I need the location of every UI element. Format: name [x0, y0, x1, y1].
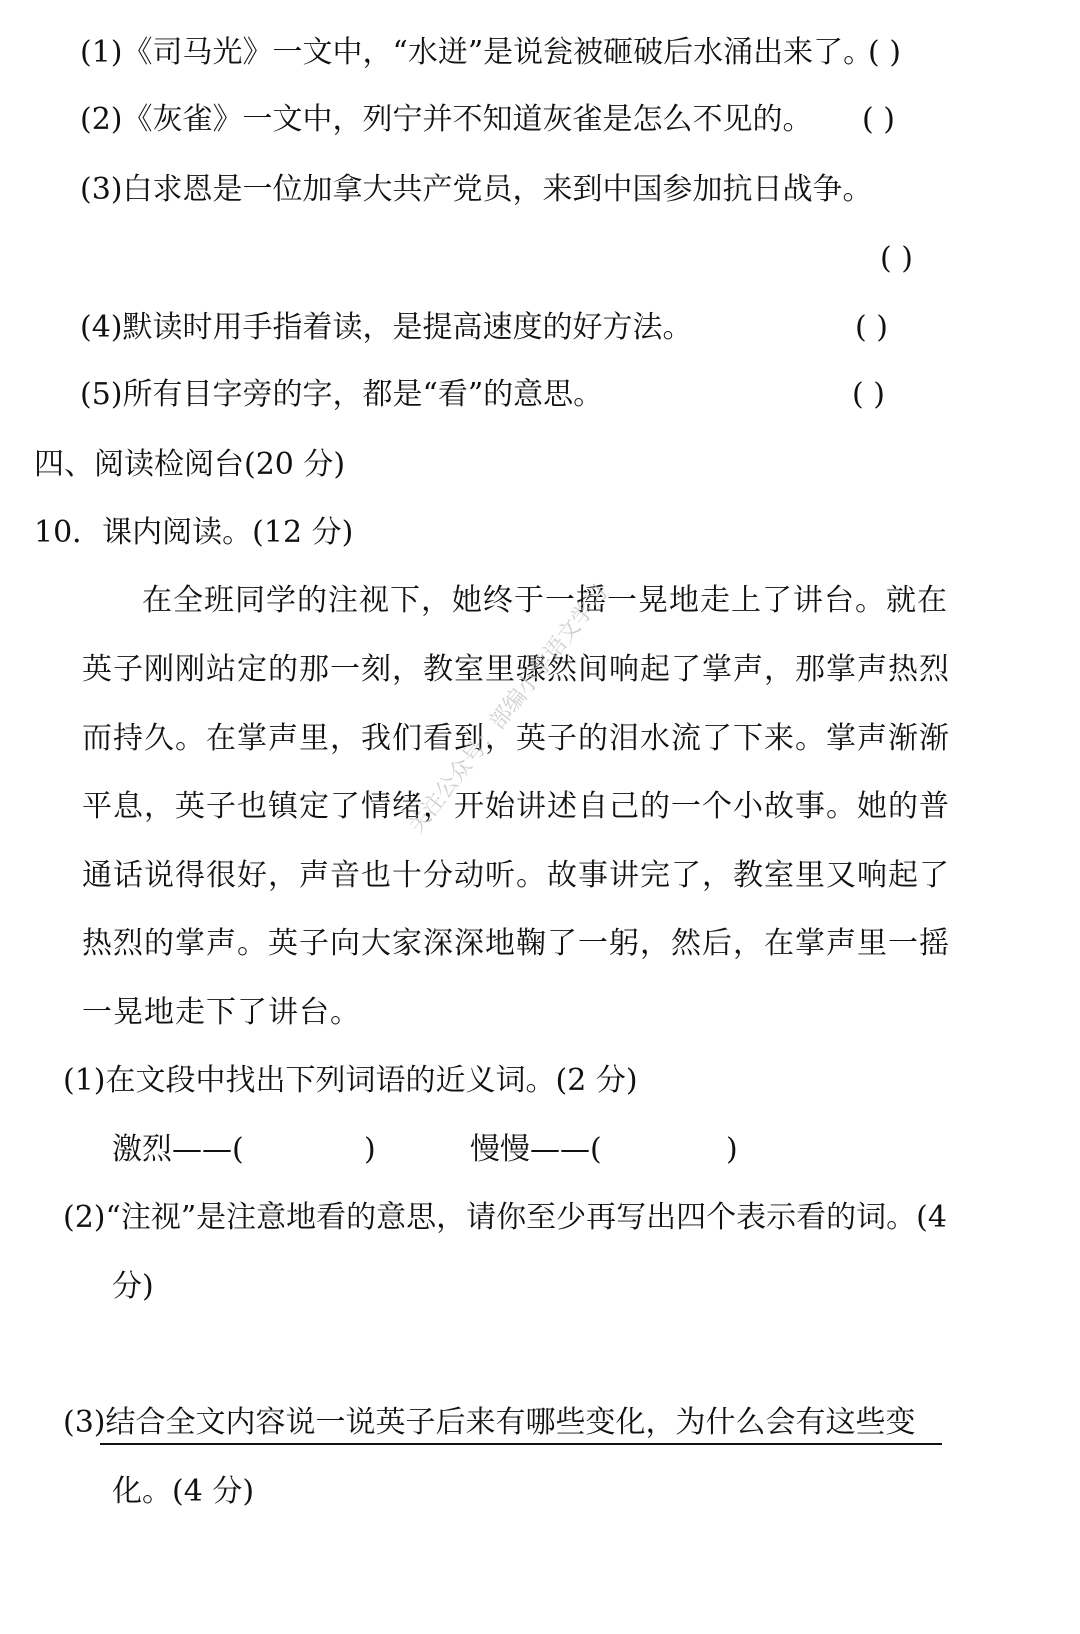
answer-paren-1[interactable]: ( )	[868, 35, 901, 70]
subquestion-3-prompt: (3)结合全文内容说一说英子后来有哪些变化，为什么会有这些变	[63, 1405, 916, 1440]
passage-line-1: 在全班同学的注视下，她终于一摇一晃地走上了讲台。就在	[142, 583, 948, 618]
judgement-item-1: (1)《司马光》一文中，“水迸”是说瓮被砸破后水涌出来了。	[80, 35, 874, 70]
answer-line[interactable]	[100, 1443, 942, 1445]
passage-line-3: 而持久。在掌声里，我们看到，英子的泪水流了下来。掌声渐渐	[82, 721, 950, 756]
judgement-item-2: (2)《灰雀》一文中，列宁并不知道灰雀是怎么不见的。	[80, 102, 813, 137]
judgement-item-3: (3)白求恩是一位加拿大共产党员，来到中国参加抗日战争。	[80, 172, 873, 207]
synonym-answer-2-close[interactable]: )	[726, 1132, 738, 1167]
answer-paren-4[interactable]: ( )	[855, 310, 888, 345]
judgement-item-5: (5)所有目字旁的字，都是“看”的意思。	[80, 377, 604, 412]
question-10-title: 10．课内阅读。(12 分)	[34, 515, 354, 550]
synonym-word-1: 激烈——(	[112, 1132, 244, 1167]
subquestion-3-prompt-cont: 化。(4 分)	[112, 1474, 255, 1509]
judgement-item-4: (4)默读时用手指着读，是提高速度的好方法。	[80, 310, 693, 345]
subquestion-2-prompt-cont: 分)	[112, 1269, 154, 1304]
section-title: 四、阅读检阅台(20 分)	[34, 447, 346, 482]
passage-line-6: 热烈的掌声。英子向大家深深地鞠了一躬，然后，在掌声里一摇	[82, 926, 950, 961]
synonym-word-2: 慢慢——(	[470, 1132, 602, 1167]
passage-line-2: 英子刚刚站定的那一刻，教室里骤然间响起了掌声，那掌声热烈	[82, 652, 950, 687]
passage-line-7: 一晃地走下了讲台。	[82, 995, 361, 1030]
synonym-answer-1-close[interactable]: )	[364, 1132, 376, 1167]
watermark: 关注公众号：部编小学语文学习	[403, 580, 614, 839]
subquestion-1-prompt: (1)在文段中找出下列词语的近义词。(2 分)	[63, 1063, 638, 1098]
answer-paren-3[interactable]: ( )	[880, 241, 913, 276]
subquestion-2-prompt: (2)“注视”是注意地看的意思，请你至少再写出四个表示看的词。(4	[63, 1200, 947, 1235]
answer-paren-2[interactable]: ( )	[862, 102, 895, 137]
answer-paren-5[interactable]: ( )	[852, 377, 885, 412]
passage-line-4: 平息，英子也镇定了情绪，开始讲述自己的一个小故事。她的普	[82, 789, 950, 824]
passage-line-5: 通话说得很好，声音也十分动听。故事讲完了，教室里又响起了	[82, 858, 950, 893]
